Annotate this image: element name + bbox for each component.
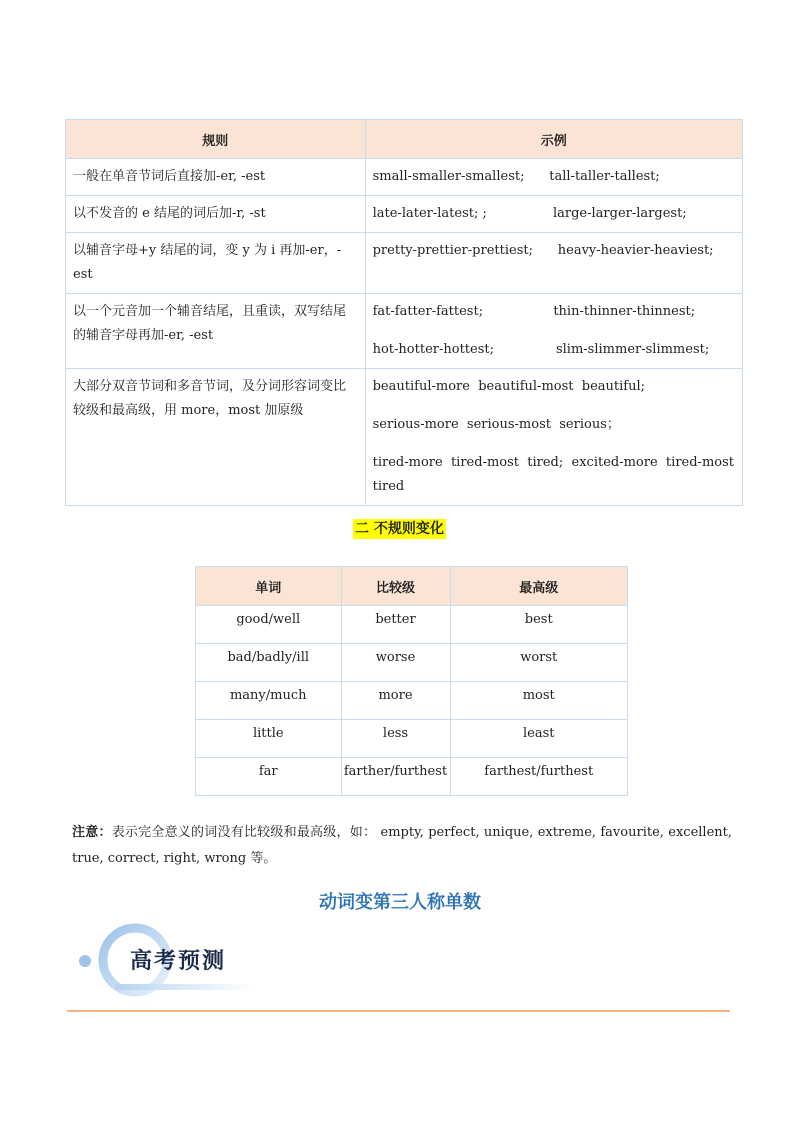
example-line: fat-fatter-fattest; thin-thinner-thinnest; <box>372 304 696 319</box>
example-line: late-later-latest; ; large-larger-largest; <box>372 206 687 221</box>
example-cell <box>365 369 742 506</box>
irregular-header-word: 单词 <box>196 567 342 606</box>
superlative-cell: least <box>450 720 628 758</box>
superlative-cell: worst <box>450 644 628 682</box>
rule-cell: 以一个元音加一个辅音结尾，且重读，双写结尾的辅音字母再加-er, -est <box>66 294 366 369</box>
rules-row <box>66 159 743 196</box>
example-cell <box>365 196 742 233</box>
example-gap <box>373 399 734 413</box>
example-cell <box>365 294 742 369</box>
rules-header-rule: 规则 <box>66 120 366 159</box>
example-line: small-smaller-smallest; tall-taller-tallest; <box>372 169 660 184</box>
rules-row <box>66 369 743 506</box>
superlative-cell: farthest/furthest <box>450 758 628 796</box>
irregular-header-row <box>196 567 628 606</box>
irregular-row <box>196 758 628 796</box>
rules-table <box>65 119 743 506</box>
example-cell <box>365 159 742 196</box>
example-gap <box>373 324 734 338</box>
irregular-header-comparative: 比较级 <box>341 567 450 606</box>
rules-row <box>66 196 743 233</box>
irregular-row <box>196 606 628 644</box>
superlative-cell: best <box>450 606 628 644</box>
example-line: beautiful-more beautiful-most beautiful; <box>372 379 645 394</box>
divider-line <box>67 1010 730 1012</box>
example-gap <box>373 437 734 451</box>
irregular-row <box>196 644 628 682</box>
example-line: hot-hotter-hottest; slim-slimmer-slimmest; <box>372 342 710 357</box>
note-label: 注意： <box>72 825 112 840</box>
irregular-row <box>196 720 628 758</box>
comparative-cell: worse <box>341 644 450 682</box>
rule-cell: 大部分双音节词和多音节词，及分词形容词变比较级和最高级，用 more，most 加原级 <box>66 369 366 506</box>
rules-row <box>66 294 743 369</box>
irregular-heading: 二 不规则变化 <box>355 521 444 537</box>
example-line: pretty-prettier-prettiest; heavy-heavier-heaviest; <box>372 243 714 258</box>
verb-section-title: 动词变第三人称单数 <box>319 892 481 913</box>
rule-cell: 一般在单音节词后直接加-er, -est <box>66 159 366 196</box>
word-cell: far <box>196 758 342 796</box>
comparative-cell: less <box>341 720 450 758</box>
rule-cell: 以不发音的 e 结尾的词后加-r, -st <box>66 196 366 233</box>
comparative-cell: more <box>341 682 450 720</box>
rules-header-example: 示例 <box>365 120 742 159</box>
banner-bar <box>115 984 255 990</box>
word-cell: many/much <box>196 682 342 720</box>
example-cell <box>365 233 742 294</box>
rule-cell: 以辅音字母+y 结尾的词，变 y 为 i 再加-er，-est <box>66 233 366 294</box>
comparative-cell: better <box>341 606 450 644</box>
rules-header-row <box>66 120 743 159</box>
note-text: 表示完全意义的词没有比较级和最高级，如： empty, perfect, unique, extreme, favourite, excellent, true, correct, right, wrong 等。 <box>72 825 732 866</box>
irregular-row <box>196 682 628 720</box>
banner-title: 高考预测 <box>130 949 227 974</box>
irregular-table <box>195 566 628 796</box>
superlative-cell: most <box>450 682 628 720</box>
example-line: serious-more serious-most serious； <box>372 417 620 432</box>
word-cell: little <box>196 720 342 758</box>
word-cell: bad/badly/ill <box>196 644 342 682</box>
example-line: tired-more tired-most tired; excited-more tired-most <box>372 455 734 470</box>
comparative-cell: farther/furthest <box>341 758 450 796</box>
irregular-header-superlative: 最高级 <box>450 567 628 606</box>
rules-row <box>66 233 743 294</box>
word-cell: good/well <box>196 606 342 644</box>
banner-dot-icon <box>79 955 91 967</box>
example-line: tired <box>372 479 405 494</box>
note-paragraph <box>72 820 732 872</box>
